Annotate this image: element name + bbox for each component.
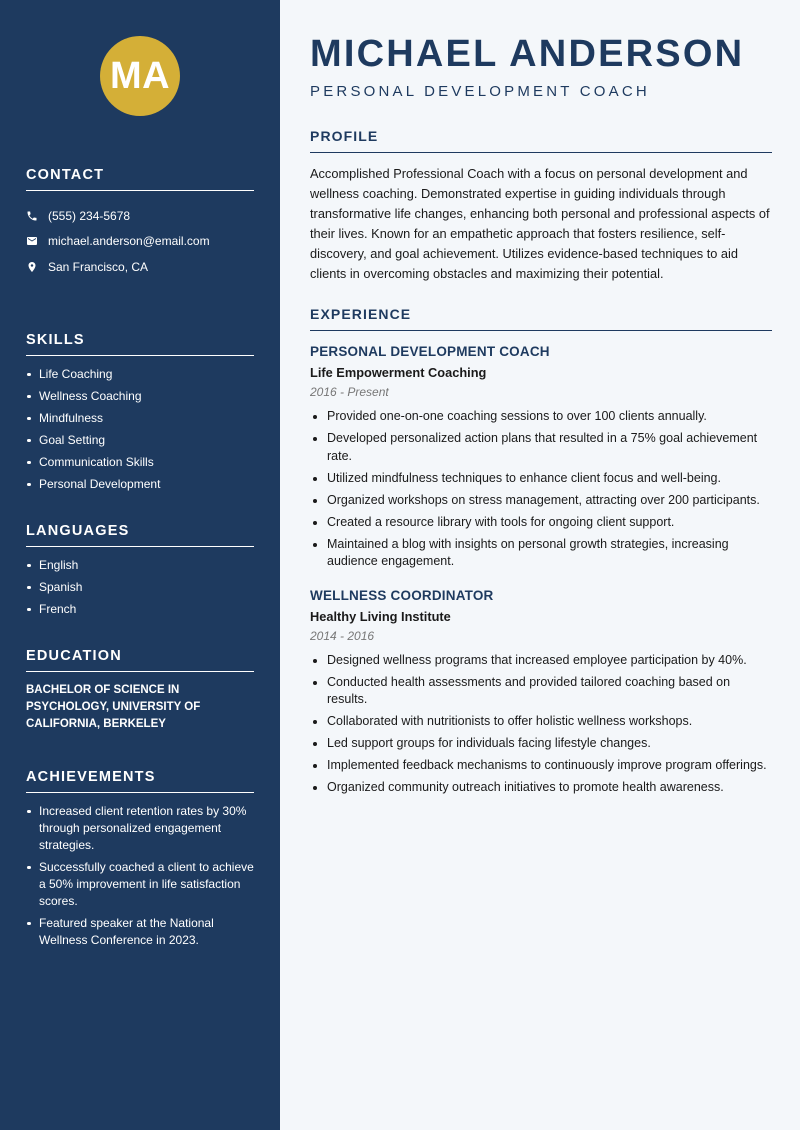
job-bullet: Designed wellness programs that increased employee participation by 40%. [310,652,772,670]
profile-text: Accomplished Professional Coach with a focus on personal development and wellness coaching. Demonstrated expertise in guiding individuals through transformative life changes, enhancing both personal and professional aspects of their lives. Known for an empathetic approach that fosters resilience, self-discovery, and goal achievement. Utilizes evidence-based techniques to aid clients in overcoming obstacles and maximizing their potential. [310,166,770,281]
skills-section [26,332,254,493]
education-heading: EDUCATION [26,648,254,672]
achievement-item: Successfully coached a client to achieve a 50% improvement in life satisfaction scores. [26,859,254,910]
sidebar [0,0,280,1130]
skill-item: Wellness Coaching [26,388,254,405]
job-entry [310,588,772,797]
job-bullet: Organized workshops on stress management, attracting over 200 participants. [310,492,772,510]
job-role: PERSONAL DEVELOPMENT COACH [310,344,550,359]
languages-heading: LANGUAGES [26,523,254,547]
person-title: PERSONAL DEVELOPMENT COACH [310,83,650,100]
skill-item: Mindfulness [26,410,254,427]
location-pin-icon [26,261,38,273]
languages-section [26,523,254,618]
job-bullet: Led support groups for individuals facing lifestyle changes. [310,735,772,753]
experience-heading: EXPERIENCE [310,306,772,331]
language-item: French [26,601,254,618]
job-bullet: Collaborated with nutritionists to offer holistic wellness workshops. [310,713,772,731]
skill-item: Goal Setting [26,432,254,449]
job-bullet: Implemented feedback mechanisms to continuously improve program offerings. [310,757,772,775]
experience-section [310,306,772,797]
main-content [310,0,772,801]
education-section [26,648,254,733]
contact-location [26,254,254,280]
profile-section [310,128,772,284]
job-bullet: Maintained a blog with insights on personal growth strategies, increasing audience engagement. [310,536,772,571]
skill-item: Personal Development [26,476,254,493]
job-bullet: Created a resource library with tools for ongoing client support. [310,514,772,532]
job-bullet: Developed personalized action plans that resulted in a 75% goal achievement rate. [310,430,772,465]
job-bullet: Utilized mindfulness techniques to enhance client focus and well-being. [310,470,772,488]
profile-heading: PROFILE [310,128,772,153]
email-icon [26,235,38,247]
phone-text: (555) 234-5678 [48,208,131,223]
email-text: michael.anderson@email.com [48,234,210,249]
education-degree: BACHELOR OF SCIENCE IN PSYCHOLOGY, UNIVERSITY OF CALIFORNIA, BERKELEY [26,683,201,730]
contact-section [26,167,254,280]
person-name: MICHAEL ANDERSON [310,33,745,75]
language-item: English [26,557,254,574]
avatar: MA [100,36,180,116]
job-dates: 2016 - Present [310,385,389,399]
job-company: Life Empowerment Coaching [310,365,487,380]
skills-heading: SKILLS [26,332,254,356]
language-item: Spanish [26,579,254,596]
achievement-item: Featured speaker at the National Wellness Conference in 2023. [26,915,254,949]
contact-list [26,203,254,280]
skills-list [26,366,254,493]
job-bullet: Organized community outreach initiatives to promote health awareness. [310,779,772,797]
job-entry [310,344,772,571]
achievements-heading: ACHIEVEMENTS [26,769,254,793]
achievement-item: Increased client retention rates by 30% through personalized engagement strategies. [26,803,254,854]
job-bullets [310,652,772,797]
phone-icon [26,210,38,222]
job-bullets [310,408,772,571]
job-role: WELLNESS COORDINATOR [310,587,494,603]
skill-item: Life Coaching [26,366,254,383]
achievements-list [26,803,254,949]
job-bullet: Conducted health assessments and provided tailored coaching based on results. [310,674,772,709]
job-dates: 2014 - 2016 [310,628,375,643]
job-bullet: Provided one-on-one coaching sessions to over 100 clients annually. [310,408,772,426]
location-text: San Francisco, CA [48,259,149,274]
skill-item: Communication Skills [26,454,254,471]
job-company: Healthy Living Institute [310,608,451,624]
contact-phone [26,203,254,229]
contact-email [26,229,254,255]
languages-list [26,557,254,618]
achievements-section [26,769,254,949]
contact-heading: CONTACT [26,167,254,191]
